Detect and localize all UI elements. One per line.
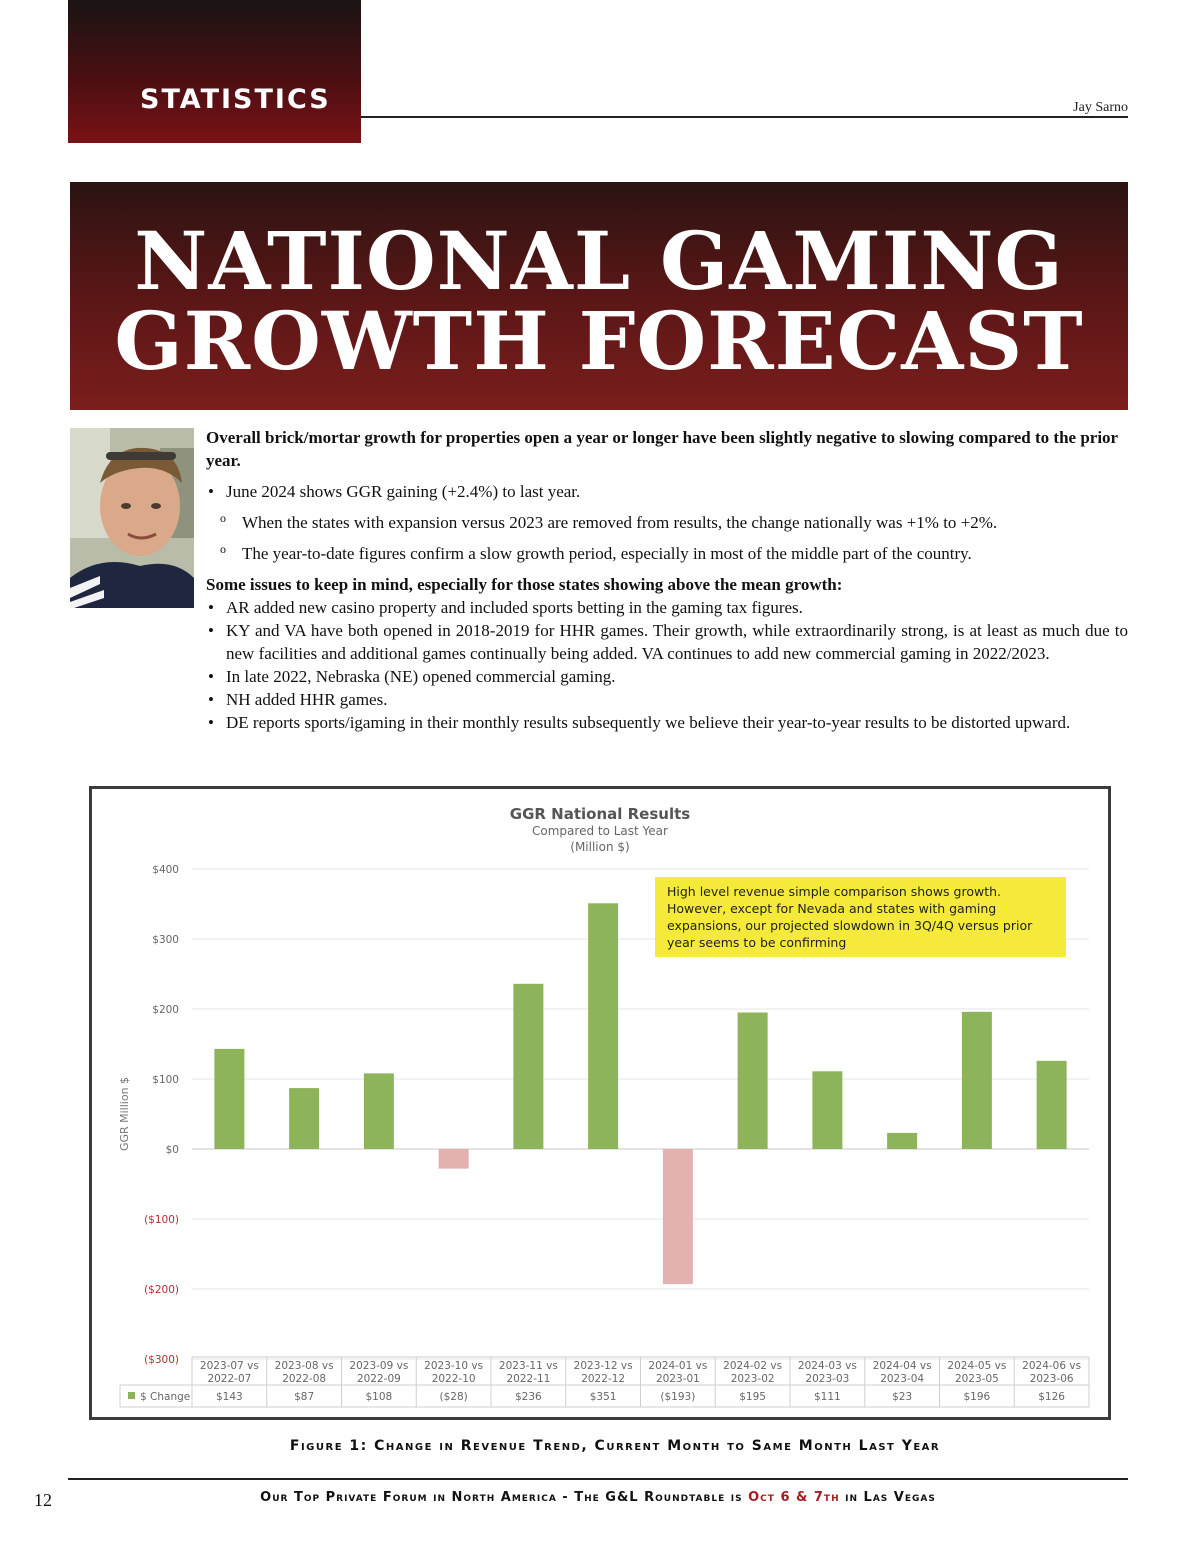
- y-tick-label: $400: [152, 864, 179, 876]
- chart-subtitle: Compared to Last Year: [532, 824, 668, 838]
- x-tick-label: 2023-03: [805, 1373, 850, 1385]
- x-tick-label: 2022-09: [356, 1373, 401, 1385]
- data-label: $126: [1038, 1391, 1065, 1403]
- data-label: $23: [892, 1391, 913, 1403]
- sub-marker: o: [220, 511, 226, 525]
- y-tick-label: ($200): [144, 1284, 179, 1296]
- bar: [513, 984, 543, 1149]
- ggr-chart: [89, 786, 1111, 1420]
- data-label: $87: [294, 1391, 315, 1403]
- bar: [588, 903, 618, 1149]
- title-banner: [70, 182, 1128, 410]
- legend-swatch: [128, 1392, 135, 1399]
- author-name: Jay Sarno: [1073, 100, 1128, 115]
- figure-caption: Figure 1: Change in Revenue Trend, Current Month to Same Month Last Year: [289, 1438, 941, 1454]
- x-tick-label: 2023-10 vs: [424, 1360, 484, 1372]
- x-tick-label: 2023-11 vs: [498, 1360, 558, 1372]
- y-tick-label: $200: [152, 1004, 179, 1016]
- bar: [962, 1012, 992, 1149]
- x-tick-label: 2024-02 vs: [723, 1360, 783, 1372]
- bar: [289, 1088, 319, 1149]
- issue-item: • AR added new casino property and included sports betting in the gaming tax figures.: [206, 596, 1128, 619]
- issue-item: • DE reports sports/igaming in their monthly results subsequently we believe their year-to-year results to be distorted upward.: [206, 711, 1128, 734]
- legend-label: $ Change: [140, 1391, 191, 1403]
- page-title: [114, 211, 1084, 388]
- x-tick-label: 2023-12 vs: [573, 1360, 633, 1372]
- data-label: ($193): [660, 1391, 696, 1403]
- bar: [663, 1149, 693, 1284]
- sub-bullet-expansion-text: When the states with expansion versus 2023 are removed from results, the change nationally was +1% to +2%.: [242, 513, 998, 532]
- y-axis-label: GGR Million $: [118, 1076, 131, 1152]
- article-lead: Overall brick/mortar growth for properties open a year or longer have been slightly negative to slowing compared to the prior year.: [206, 428, 1118, 470]
- x-tick-label: 2023-09 vs: [349, 1360, 409, 1372]
- data-label: $236: [515, 1391, 542, 1403]
- section-label: STATISTICS: [140, 84, 331, 115]
- page-number: 12: [34, 1490, 52, 1510]
- data-label: $196: [963, 1391, 991, 1403]
- bar: [887, 1133, 917, 1149]
- data-label: $143: [216, 1391, 243, 1403]
- y-tick-label: ($300): [144, 1354, 179, 1366]
- bar: [812, 1071, 842, 1149]
- chart-title: GGR National Results: [509, 805, 691, 823]
- x-tick-label: 2023-01: [655, 1373, 700, 1385]
- author-photo: [70, 428, 194, 608]
- bar: [439, 1149, 469, 1169]
- sub-bullet-ytd-text: The year-to-date figures confirm a slow growth period, especially in most of the middle part of the country.: [242, 544, 972, 563]
- x-tick-label: 2022-12: [581, 1373, 626, 1385]
- x-tick-label: 2023-07 vs: [199, 1360, 259, 1372]
- x-tick-label: 2023-05: [954, 1373, 999, 1385]
- chart-subtitle-units: (Million $): [570, 840, 630, 854]
- data-label: $108: [365, 1391, 393, 1403]
- sub-bullet-expansion: [206, 511, 1128, 534]
- x-tick-label: 2022-08: [282, 1373, 327, 1385]
- section-tab: [68, 0, 361, 143]
- x-tick-label: 2023-02: [730, 1373, 775, 1385]
- chart-annotation: High level revenue simple comparison shows growth. However, except for Nevada and states with gaming expansions, our projected slowdown in 3Q/4Q versus prior year seems to be confirming: [655, 877, 1066, 957]
- title-line-1: NATIONAL GAMING: [134, 214, 1064, 308]
- issue-item: • In late 2022, Nebraska (NE) opened commercial gaming.: [206, 665, 1128, 688]
- issue-item: • KY and VA have both opened in 2018-2019 for HHR games. Their growth, while extraordinarily strong, is at least as much due to new facilities and additional games continually being added. VA continues to add new commercial gaming in 2022/2023.: [206, 619, 1128, 665]
- data-label: $351: [589, 1391, 617, 1403]
- sub-bullet-ytd: [206, 542, 1128, 565]
- issue-item: • NH added HHR games.: [206, 688, 1128, 711]
- y-tick-label: ($100): [144, 1214, 179, 1226]
- data-label: ($28): [439, 1391, 468, 1403]
- article-body: [206, 426, 1128, 734]
- y-tick-label: $100: [152, 1074, 179, 1086]
- sub-marker: o: [220, 542, 226, 556]
- header-rule: [361, 116, 1128, 118]
- bar: [364, 1073, 394, 1149]
- x-tick-label: 2024-05 vs: [947, 1360, 1007, 1372]
- x-tick-label: 2024-03 vs: [797, 1360, 857, 1372]
- issues-heading: Some issues to keep in mind, especially for those states showing above the mean growth:: [206, 575, 843, 594]
- bar: [738, 1013, 768, 1150]
- x-tick-label: 2023-06: [1029, 1373, 1074, 1385]
- footer-text-end: in Las Vegas: [839, 1490, 936, 1505]
- x-tick-label: 2023-08 vs: [274, 1360, 334, 1372]
- bar: [214, 1049, 244, 1149]
- footer-banner: [0, 1490, 1196, 1505]
- footer-rule: [68, 1478, 1128, 1480]
- x-tick-label: 2024-06 vs: [1022, 1360, 1082, 1372]
- y-tick-label: $0: [165, 1144, 179, 1156]
- x-tick-label: 2024-01 vs: [648, 1360, 708, 1372]
- footer-date-highlight: Oct 6 & 7th: [748, 1490, 840, 1505]
- bullet-june: • June 2024 shows GGR gaining (+2.4%) to last year.: [206, 480, 1128, 503]
- data-label: $111: [814, 1391, 841, 1403]
- bar: [1037, 1061, 1067, 1149]
- x-tick-label: 2022-11: [506, 1373, 551, 1385]
- title-line-2: GROWTH FORECAST: [114, 294, 1084, 388]
- x-tick-label: 2022-07: [207, 1373, 252, 1385]
- x-tick-label: 2024-04 vs: [872, 1360, 932, 1372]
- x-tick-label: 2022-10: [431, 1373, 476, 1385]
- x-tick-label: 2023-04: [880, 1373, 925, 1385]
- footer-text-start: Our Top Private Forum in North America - The G&L Roundtable is: [260, 1490, 749, 1505]
- y-tick-label: $300: [152, 934, 179, 946]
- data-label: $195: [739, 1391, 766, 1403]
